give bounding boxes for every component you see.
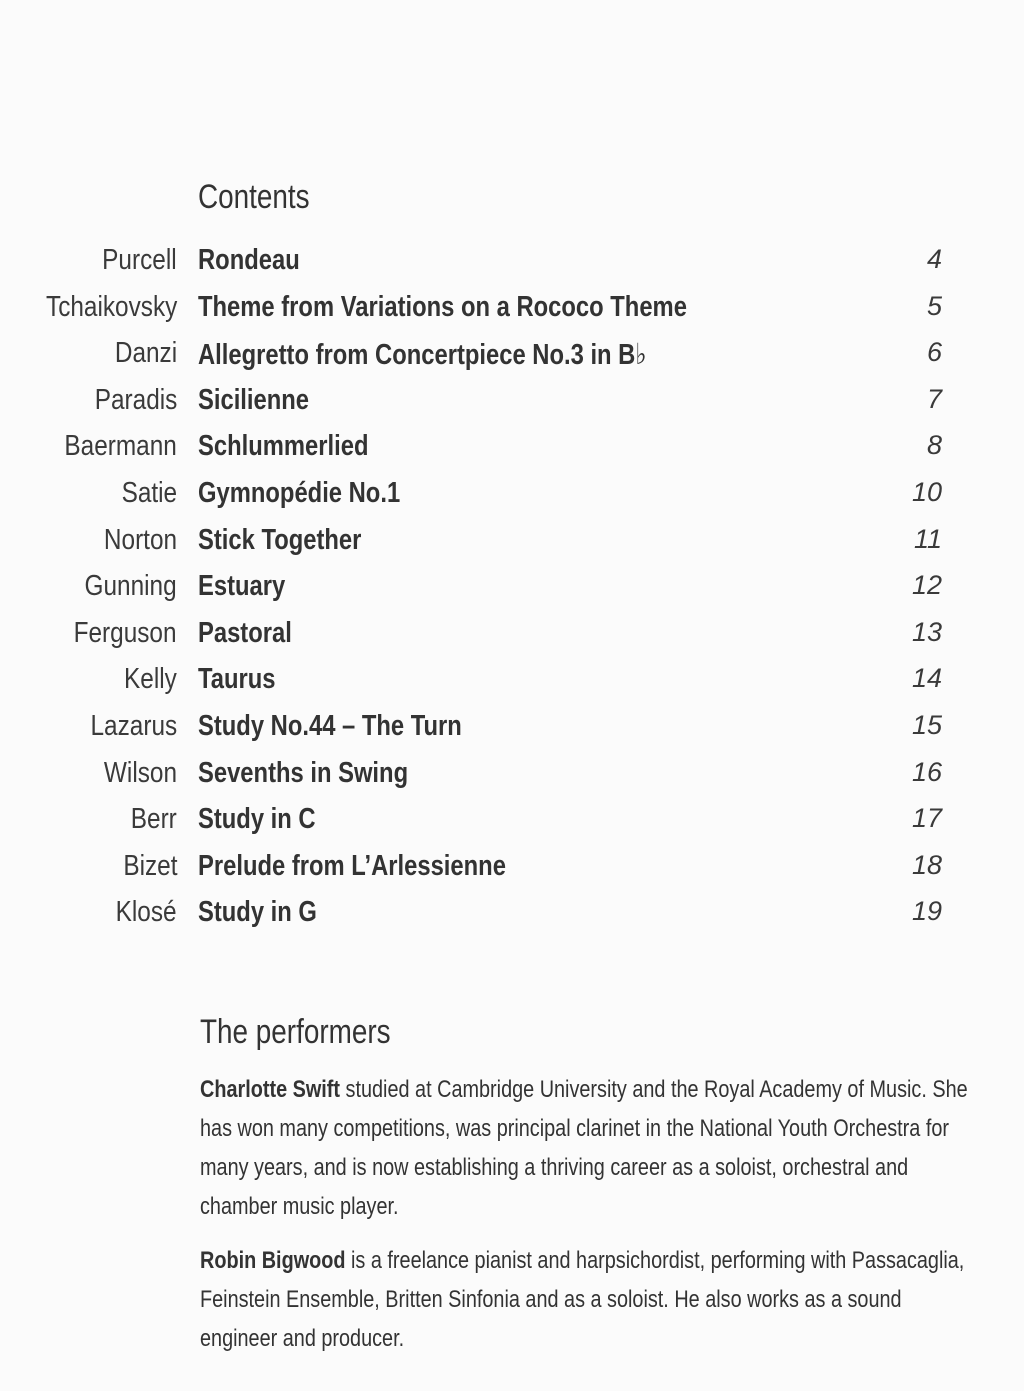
composer-name: Gunning	[84, 570, 177, 603]
page-number: 11	[913, 523, 942, 554]
piece-title: Prelude from L’Arlessienne	[198, 849, 506, 882]
piece-title: Theme from Variations on a Rococo Theme	[198, 290, 687, 323]
page-number: 18	[911, 849, 942, 880]
piece-title: Schlummerlied	[198, 430, 369, 463]
performer-name: Charlotte Swift	[200, 1076, 341, 1103]
page-number: 19	[911, 896, 942, 927]
composer-name: Satie	[121, 476, 177, 509]
contents-list	[0, 240, 1024, 939]
composer-name: Norton	[103, 523, 177, 556]
contents-item	[0, 799, 1024, 846]
page-number: 4	[926, 244, 942, 274]
contents-item	[0, 426, 1024, 473]
performer-bio-text: studied at Cambridge University and the Royal Academy of Music. She has won many competitions, was principal clarinet in the National Youth Orchestra for many years, and is now establishing a thriving career as a soloist, orchestral and chamber music player.	[200, 1076, 968, 1220]
page-number: 15	[911, 709, 942, 740]
piece-title: Study in C	[198, 803, 316, 836]
contents-item	[0, 753, 1024, 800]
performer-name: Robin Bigwood	[200, 1247, 346, 1274]
piece-title: Pastoral	[198, 616, 292, 649]
performer-bio-text: is a freelance pianist and harpsichordist, performing with Passacaglia, Feinstein Ensemble, Britten Sinfonia and as a soloist. He also works as a sound engineer and producer.	[200, 1247, 965, 1352]
composer-name: Berr	[130, 803, 177, 836]
page-number: 16	[911, 756, 942, 787]
composer-name: Kelly	[124, 663, 177, 696]
composer-name: Tchaikovsky	[45, 290, 177, 323]
contents-item	[0, 240, 1024, 287]
composer-name: Baermann	[64, 430, 177, 463]
page-number: 17	[911, 803, 942, 834]
contents-item	[0, 659, 1024, 706]
piece-title: Study in G	[198, 896, 317, 929]
page-number: 5	[926, 290, 942, 321]
contents-item	[0, 473, 1024, 520]
contents-item	[0, 380, 1024, 427]
contents-item	[0, 520, 1024, 567]
piece-title: Estuary	[198, 570, 286, 603]
composer-name: Purcell	[102, 244, 177, 276]
composer-name: Danzi	[114, 337, 177, 370]
page-number: 13	[911, 616, 942, 647]
piece-title: Sicilienne	[198, 383, 310, 416]
page-number: 14	[911, 663, 942, 694]
page-number: 10	[911, 476, 942, 507]
piece-title: Gymnopédie No.1	[198, 476, 401, 509]
composer-name: Klosé	[116, 896, 177, 929]
composer-name: Paradis	[94, 383, 177, 416]
contents-heading: Contents	[198, 178, 310, 216]
composer-name: Ferguson	[74, 616, 177, 649]
page-number: 12	[911, 570, 942, 601]
composer-name: Lazarus	[90, 709, 177, 742]
contents-item	[0, 892, 1024, 939]
piece-title: Sevenths in Swing	[198, 756, 409, 789]
contents-item	[0, 706, 1024, 753]
piece-title: Stick Together	[198, 523, 362, 556]
composer-name: Bizet	[122, 849, 177, 882]
page-number: 8	[926, 430, 942, 461]
piece-title: Study No.44 – The Turn	[198, 709, 462, 742]
piece-title: Taurus	[198, 663, 276, 696]
piece-title: Allegretto from Concertpiece No.3 in B♭	[198, 339, 647, 372]
piece-title: Rondeau	[198, 244, 300, 276]
page-number: 6	[926, 337, 942, 368]
contents-item	[0, 287, 1024, 334]
contents-item	[0, 613, 1024, 660]
contents-item	[0, 333, 1024, 380]
performer-bio	[200, 1241, 978, 1358]
performer-bio	[200, 1070, 978, 1226]
composer-name: Wilson	[103, 756, 177, 789]
contents-item	[0, 566, 1024, 613]
page-number: 7	[926, 383, 942, 414]
contents-item	[0, 846, 1024, 893]
performers-heading: The performers	[200, 1013, 391, 1051]
